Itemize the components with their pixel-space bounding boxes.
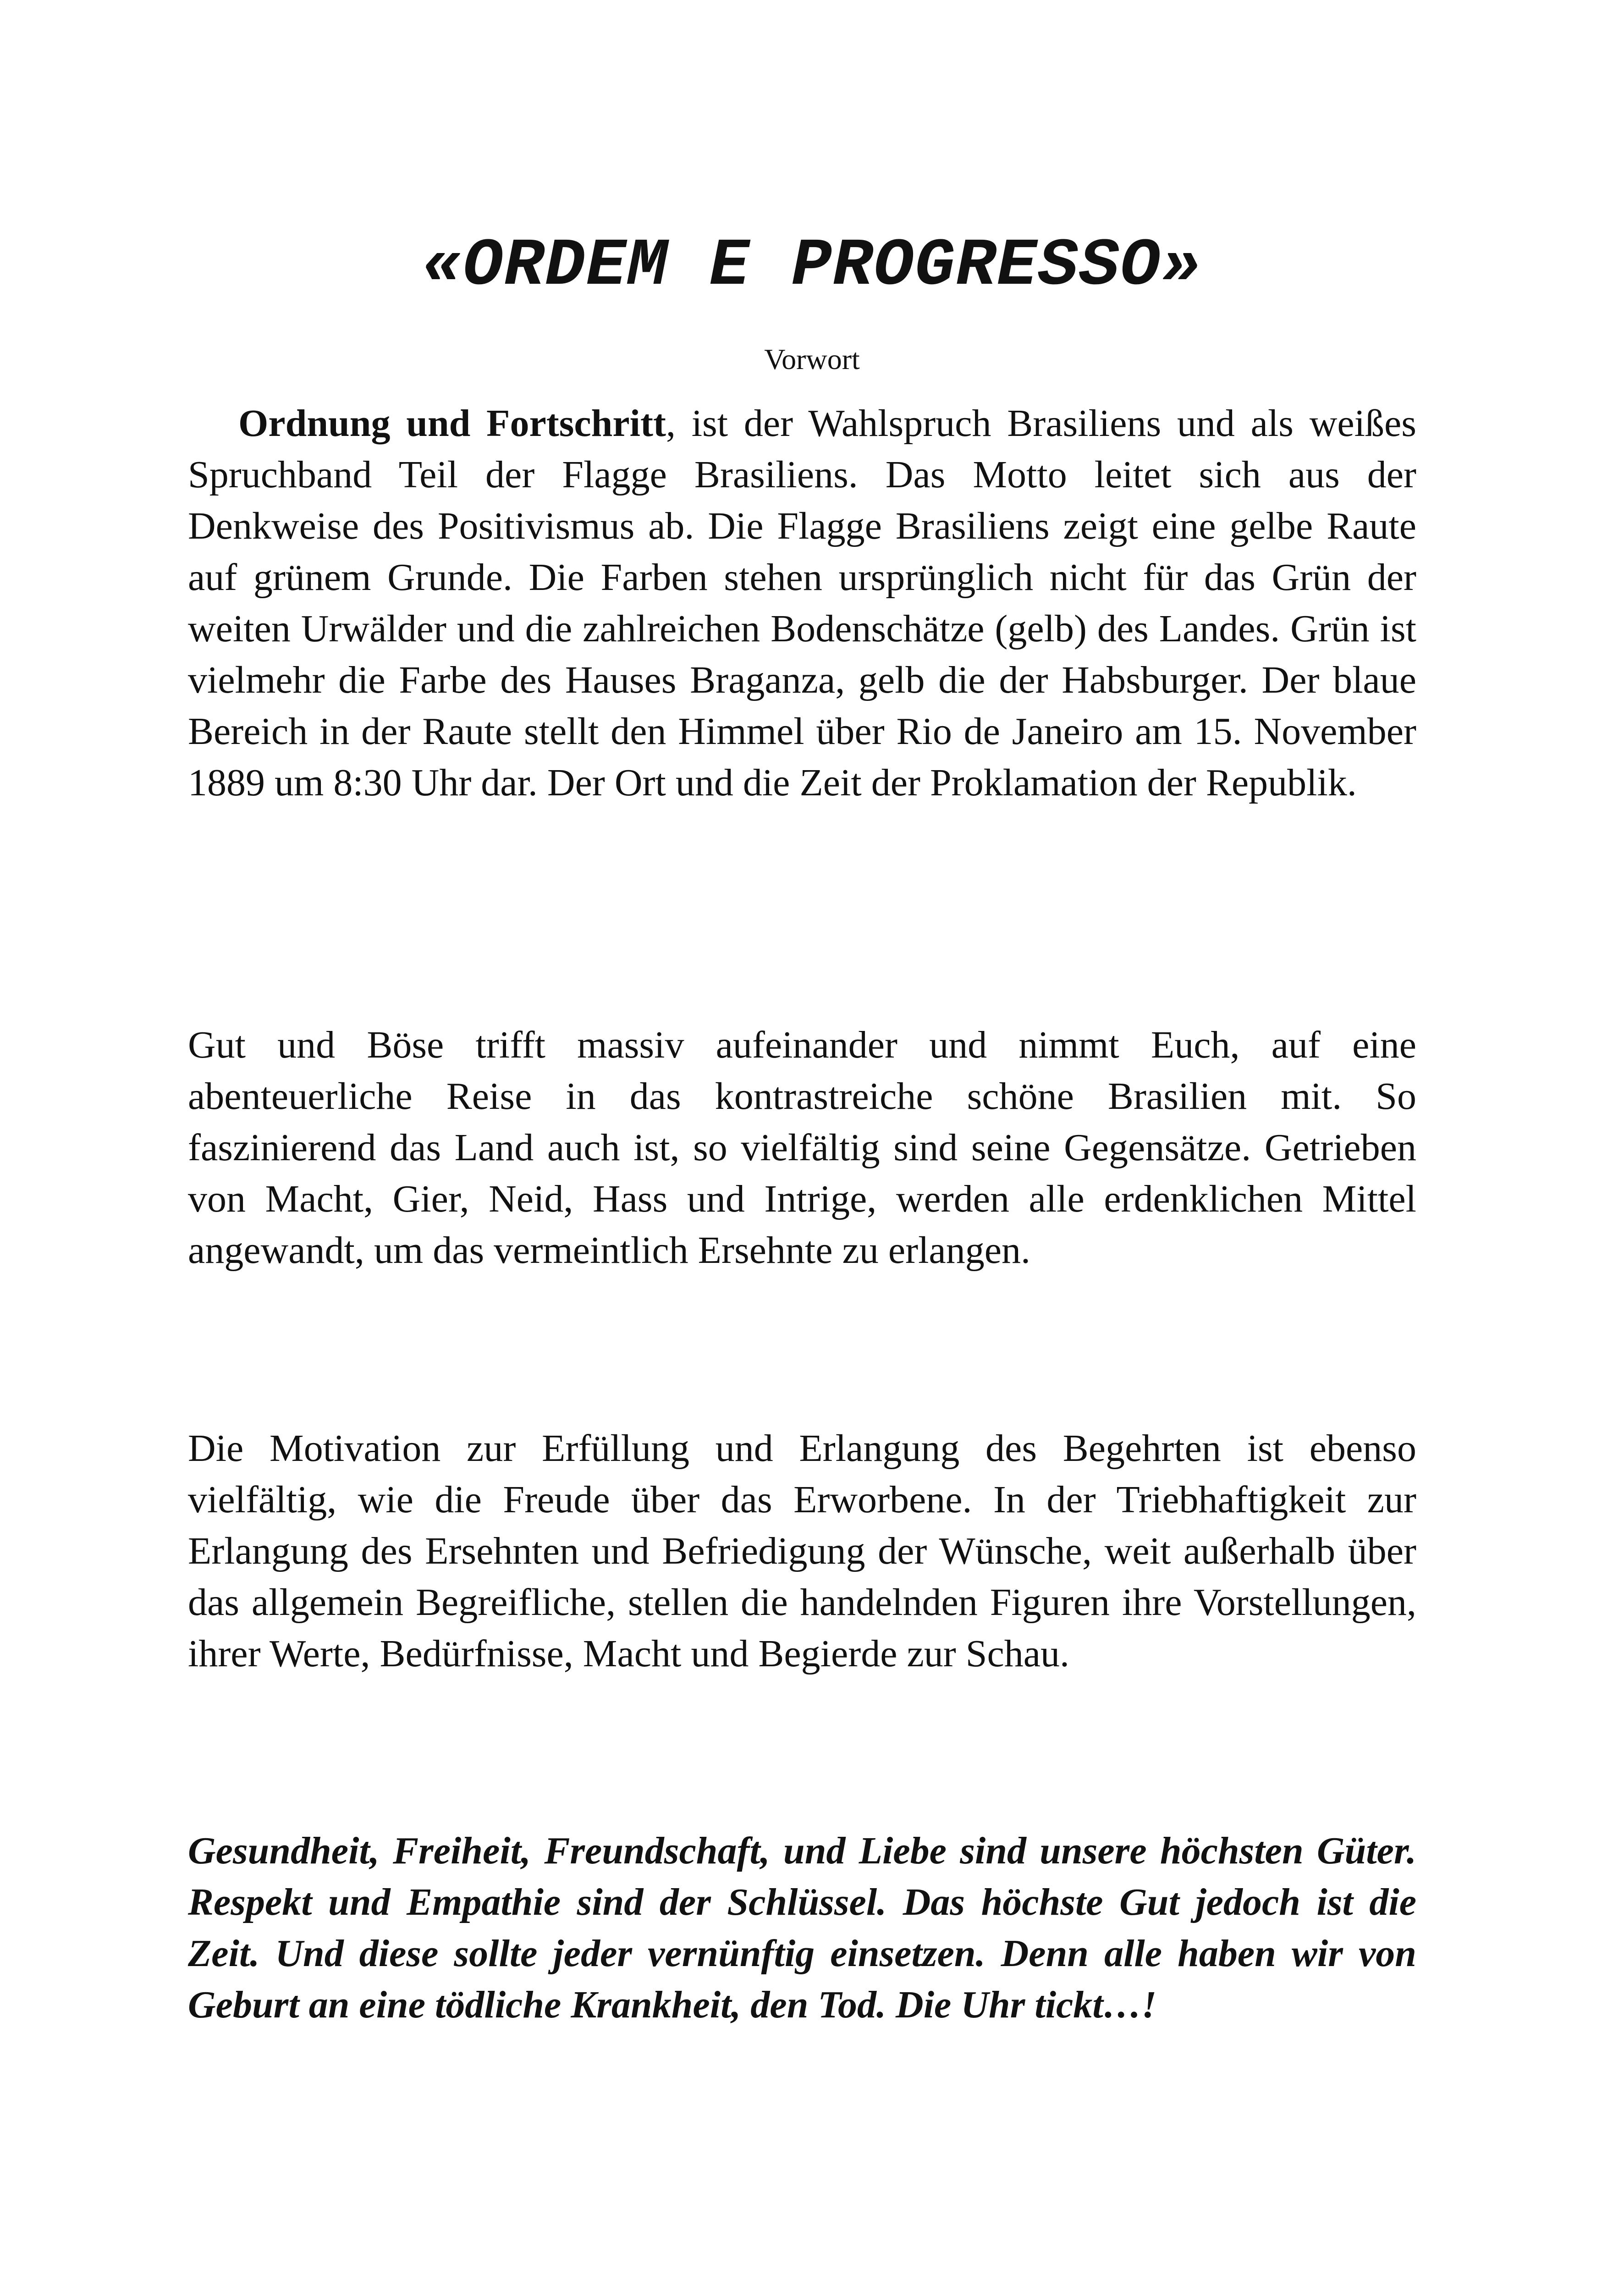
paragraph-1-body: , ist der Wahlspruch Brasiliens und als weißes Spruchband Teil der Flagge Brasiliens. Das Motto leitet sich aus der Denkweise des Positivismus ab. Die Flagge Brasiliens zeigt eine gelbe Raute auf grünem Grunde. Die Farben stehen ursprünglich nicht für das Grün der weiten Urwälder und die zahlreichen Bodenschätze (gelb) des Landes. Grün ist vielmehr die Farbe des Hauses Braganza, gelb die der Habsburger. Der blaue Bereich in der Raute stellt den Himmel über Rio de Janeiro am 15. November 1889 um 8:30 Uhr dar. Der Ort und die Zeit der Proklamation der Republik. bbox=[188, 402, 1416, 804]
paragraph-1 bbox=[188, 398, 1416, 809]
paragraph-1-lead: Ordnung und Fortschritt bbox=[238, 402, 666, 445]
paragraph-2: Gut und Böse trifft massiv aufeinander und nimmt Euch, auf eine abenteuerliche Reise in das kontrastreiche schöne Brasilien mit. So faszinierend das Land auch ist, so vielfältig sind seine Gegensätze. Getrieben von Macht, Gier, Neid, Hass und Intrige, werden alle erdenklichen Mittel angewandt, um das vermeintlich Ersehnte zu erlangen. bbox=[188, 1024, 1416, 1272]
paragraph-3: Die Motivation zur Erfüllung und Erlangung des Begehrten ist ebenso vielfältig, wie die Freude über das Erworbene. In der Triebhaftigkeit zur Erlangung des Ersehnten und Befriedigung der Wünsche, weit außerhalb über das allgemein Begreifliche, stellen die handelnden Figuren ihre Vorstellungen, ihrer Werte, Bedürfnisse, Macht und Begierde zur Schau. bbox=[188, 1427, 1416, 1675]
section-subtitle: Vorwort bbox=[764, 343, 860, 375]
page-title: «ORDEM E PROGRESSO» bbox=[422, 228, 1202, 304]
paragraph-4-italic-quote: Gesundheit, Freiheit, Freundschaft, und Liebe sind unsere höchsten Güter. Respekt und Empathie sind der Schlüssel. Das höchste Gut jedoch ist die Zeit. Und diese sollte jeder vernünftig einsetzen. Denn alle haben wir von Geburt an eine tödliche Krankheit, den Tod. Die Uhr tickt…! bbox=[188, 1829, 1416, 2026]
